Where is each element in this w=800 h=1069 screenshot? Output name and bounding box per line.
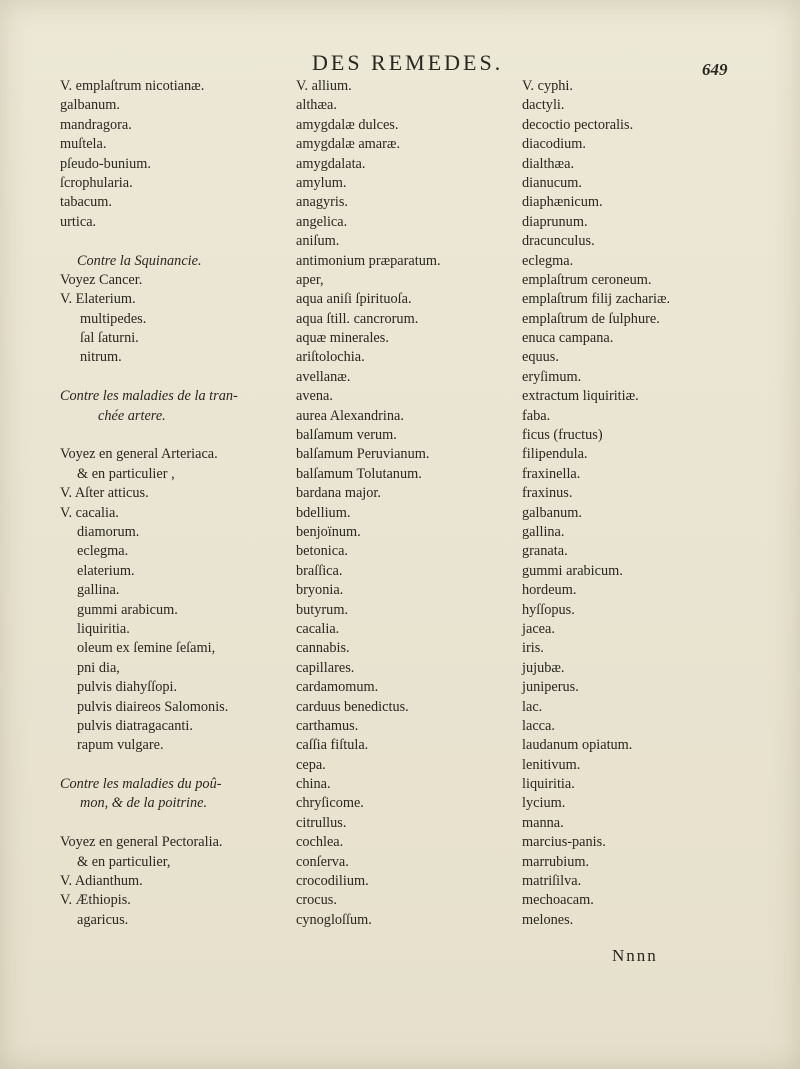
list-item: amygdalæ dulces. bbox=[296, 116, 399, 133]
list-item: conſerva. bbox=[296, 853, 349, 870]
list-item: granata. bbox=[522, 543, 568, 560]
list-item: crocodilium. bbox=[296, 873, 369, 890]
list-item: marcius-panis. bbox=[522, 834, 606, 851]
list-item: gummi arabicum. bbox=[522, 562, 623, 579]
list-item: lacca. bbox=[522, 717, 555, 734]
list-item: aurea Alexandrina. bbox=[296, 407, 404, 424]
list-item: emplaſtrum de ſulphure. bbox=[522, 310, 660, 327]
section-heading: Contre les maladies du poû- bbox=[60, 776, 222, 793]
particular-label: & en particulier , bbox=[77, 465, 175, 482]
list-item: caſſia fiſtula. bbox=[296, 737, 369, 754]
list-item: liquiritia. bbox=[77, 620, 130, 637]
list-item: V. Aſter atticus. bbox=[60, 485, 149, 502]
list-item: fraxinella. bbox=[522, 465, 581, 482]
list-item: pulvis diaireos Salomonis. bbox=[77, 698, 229, 715]
list-item: liquiritia. bbox=[522, 776, 575, 793]
list-item: dialthæa. bbox=[522, 155, 575, 172]
list-item: diaphænicum. bbox=[522, 194, 603, 211]
section-heading: Contre la Squinancie. bbox=[77, 252, 202, 269]
list-item: aquæ minerales. bbox=[296, 330, 389, 347]
list-item: hyſſopus. bbox=[522, 601, 575, 618]
list-item: capillares. bbox=[296, 659, 355, 676]
list-item: angelica. bbox=[296, 213, 348, 230]
list-item: dactyli. bbox=[522, 97, 565, 114]
list-item: aper, bbox=[296, 271, 324, 288]
list-item: aqua ſtill. cancrorum. bbox=[296, 310, 419, 327]
list-item: crocus. bbox=[296, 892, 337, 909]
list-item: anagyris. bbox=[296, 194, 349, 211]
list-item: V. emplaſtrum nicotianæ. bbox=[60, 78, 205, 94]
list-item: fraxinus. bbox=[522, 485, 573, 502]
list-item: cardamomum. bbox=[296, 679, 379, 696]
list-item: lac. bbox=[522, 698, 543, 715]
list-item: ſal ſaturni. bbox=[80, 330, 139, 347]
list-item: mandragora. bbox=[60, 116, 132, 133]
list-item: filipendula. bbox=[522, 446, 588, 463]
list-item: juniperus. bbox=[522, 679, 579, 696]
cross-reference: Voyez en general Arteriaca. bbox=[60, 446, 218, 463]
list-item: eclegma. bbox=[522, 252, 574, 269]
left-column bbox=[60, 77, 292, 930]
list-item: hordeum. bbox=[522, 582, 577, 599]
list-item: amygdalata. bbox=[296, 155, 366, 172]
cross-reference: Voyez Cancer. bbox=[60, 271, 143, 288]
signature-mark: Nnnn bbox=[612, 946, 658, 965]
list-item: diamorum. bbox=[77, 523, 140, 540]
list-item: ariſtolochia. bbox=[296, 349, 365, 366]
list-item: ſcrophularia. bbox=[60, 174, 133, 191]
list-item: chryſicome. bbox=[296, 795, 364, 812]
middle-column bbox=[296, 77, 506, 930]
list-item: pſeudo-bunium. bbox=[60, 155, 151, 172]
list-item: dianucum. bbox=[522, 174, 582, 191]
list-item: rapum vulgare. bbox=[77, 737, 164, 754]
list-item: galbanum. bbox=[60, 97, 120, 114]
section-heading: Contre les maladies de la tran- bbox=[60, 388, 238, 405]
list-item: faba. bbox=[522, 407, 551, 424]
list-item: equus. bbox=[522, 349, 559, 366]
list-item: marrubium. bbox=[522, 853, 590, 870]
list-item: agaricus. bbox=[77, 911, 129, 928]
list-item: aniſum. bbox=[296, 233, 340, 250]
list-item: V. allium. bbox=[296, 78, 352, 94]
list-item: galbanum. bbox=[522, 504, 582, 521]
list-item: althæa. bbox=[296, 97, 337, 114]
list-item: pulvis diahyſſopi. bbox=[77, 679, 178, 696]
list-item: cepa. bbox=[296, 756, 326, 773]
list-item: enuca campana. bbox=[522, 330, 614, 347]
list-item: laudanum opiatum. bbox=[522, 737, 633, 754]
list-item: V. Adianthum. bbox=[60, 873, 143, 890]
list-item: balſamum Peruvianum. bbox=[296, 446, 430, 463]
list-item: citrullus. bbox=[296, 814, 347, 831]
list-item: V. cyphi. bbox=[522, 78, 573, 94]
list-item: cannabis. bbox=[296, 640, 350, 657]
list-item: antimonium præparatum. bbox=[296, 252, 441, 269]
list-item: mechoacam. bbox=[522, 892, 594, 909]
list-item: V. Æthiopis. bbox=[60, 892, 131, 909]
list-item: butyrum. bbox=[296, 601, 349, 618]
list-item: gallina. bbox=[77, 582, 120, 599]
page-number: 649 bbox=[702, 60, 728, 79]
list-item: decoctio pectoralis. bbox=[522, 116, 634, 133]
list-item: urtica. bbox=[60, 213, 97, 230]
list-item: bryonia. bbox=[296, 582, 344, 599]
list-item: emplaſtrum filij zachariæ. bbox=[522, 291, 671, 308]
section-heading-cont: chée artere. bbox=[98, 407, 166, 424]
cross-reference: Voyez en general Pectoralia. bbox=[60, 834, 223, 851]
list-item: lenitivum. bbox=[522, 756, 581, 773]
list-item: amygdalæ amaræ. bbox=[296, 136, 401, 153]
list-item: braſſica. bbox=[296, 562, 343, 579]
list-item: tabacum. bbox=[60, 194, 113, 211]
list-item: eclegma. bbox=[77, 543, 129, 560]
list-item: V. Elaterium. bbox=[60, 291, 136, 308]
list-item: pni dia, bbox=[77, 659, 120, 676]
list-item: iris. bbox=[522, 640, 544, 657]
list-item: oleum ex ſemine ſeſami, bbox=[77, 640, 216, 657]
list-item: china. bbox=[296, 776, 331, 793]
list-item: multipedes. bbox=[80, 310, 147, 327]
list-item: benjoïnum. bbox=[296, 523, 361, 540]
list-item: avellanæ. bbox=[296, 368, 351, 385]
list-item: amylum. bbox=[296, 174, 347, 191]
list-item: diacodium. bbox=[522, 136, 586, 153]
list-item: emplaſtrum ceroneum. bbox=[522, 271, 652, 288]
list-item: ficus (fructus) bbox=[522, 427, 603, 444]
list-item: manna. bbox=[522, 814, 564, 831]
list-item: balſamum verum. bbox=[296, 427, 397, 444]
list-item: carthamus. bbox=[296, 717, 359, 734]
list-item: eryſimum. bbox=[522, 368, 582, 385]
list-item: jacea. bbox=[522, 620, 555, 637]
list-item: avena. bbox=[296, 388, 333, 405]
particular-label: & en particulier, bbox=[77, 853, 171, 870]
list-item: nitrum. bbox=[80, 349, 122, 366]
list-item: aqua aniſi ſpirituoſa. bbox=[296, 291, 412, 308]
list-item: melones. bbox=[522, 911, 574, 928]
list-item: balſamum Tolutanum. bbox=[296, 465, 422, 482]
list-item: extractum liquiritiæ. bbox=[522, 388, 639, 405]
list-item: bdellium. bbox=[296, 504, 351, 521]
list-item: V. cacalia. bbox=[60, 504, 119, 521]
list-item: cacalia. bbox=[296, 620, 340, 637]
list-item: pulvis diatragacanti. bbox=[77, 717, 193, 734]
list-item: cochlea. bbox=[296, 834, 344, 851]
list-item: elaterium. bbox=[77, 562, 135, 579]
list-item: muſtela. bbox=[60, 136, 107, 153]
running-header: DES REMEDES. bbox=[312, 50, 504, 75]
list-item: gummi arabicum. bbox=[77, 601, 178, 618]
right-column bbox=[522, 77, 732, 930]
list-item: dracunculus. bbox=[522, 233, 595, 250]
list-item: carduus benedictus. bbox=[296, 698, 409, 715]
list-item: matriſilva. bbox=[522, 873, 582, 890]
list-item: cynogloſſum. bbox=[296, 911, 372, 928]
list-item: jujubæ. bbox=[522, 659, 565, 676]
section-heading-cont: mon, & de la poitrine. bbox=[80, 795, 208, 812]
list-item: betonica. bbox=[296, 543, 349, 560]
list-item: lycium. bbox=[522, 795, 566, 812]
list-item: gallina. bbox=[522, 523, 565, 540]
list-item: diaprunum. bbox=[522, 213, 588, 230]
list-item: bardana major. bbox=[296, 485, 381, 502]
